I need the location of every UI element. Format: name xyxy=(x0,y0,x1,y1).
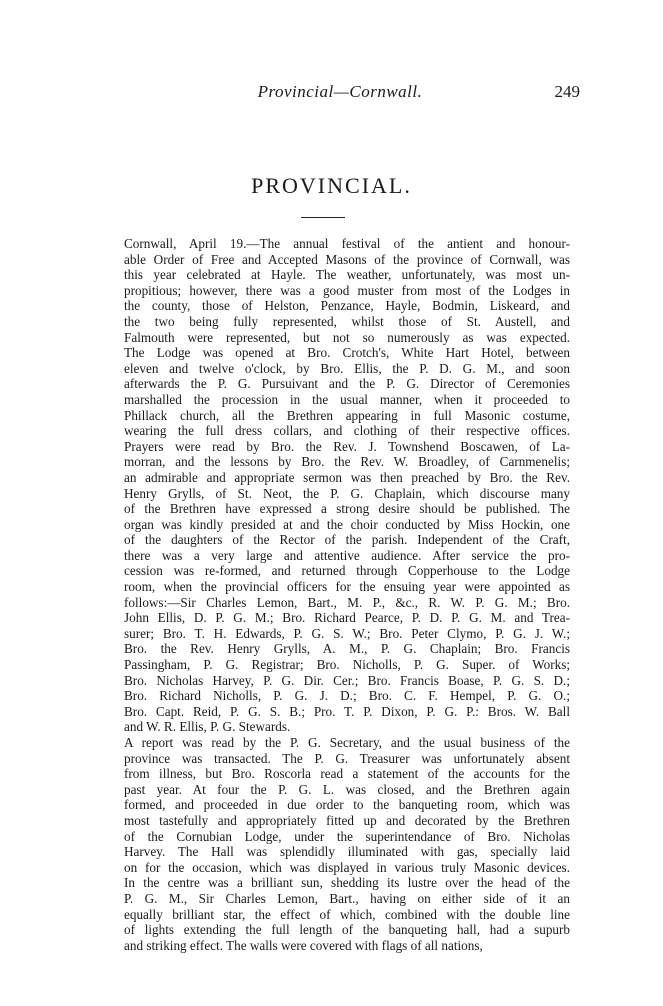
text-line: the county, those of Helston, Penzance, Hayle, Bodmin, Liskeard, and xyxy=(124,298,570,314)
text-line: and W. R. Ellis, P. G. Stewards. xyxy=(124,719,291,735)
text-line: and striking effect. The walls were covered with flags of all nations, xyxy=(124,937,483,953)
paragraph xyxy=(112,236,570,735)
page-number: 249 xyxy=(554,82,580,101)
text-line: most tastefully and appropriately fitted up and decorated by the Brethren xyxy=(124,812,570,828)
text-line: able Order of Free and Accepted Masons of the province of Cornwall, was xyxy=(124,251,570,267)
text-line: Falmouth were represented, but not so numerously as was expected. xyxy=(124,329,570,345)
text-line: organ was kindly presided at and the choir conducted by Miss Hockin, one xyxy=(124,516,570,532)
text-line: eleven and twelve o'clock, by Bro. Ellis, the P. D. G. M., and soon xyxy=(124,360,570,376)
text-line: The Lodge was opened at Bro. Crotch's, White Hart Hotel, between xyxy=(124,345,570,361)
text-line: formed, and proceeded in due order to the banqueting room, which was xyxy=(124,797,570,813)
article-body xyxy=(112,236,570,953)
text-line: P. G. M., Sir Charles Lemon, Bart., having on either side of it an xyxy=(124,890,570,906)
text-line: Passingham, P. G. Registrar; Bro. Nicholls, P. G. Super. of Works; xyxy=(124,657,570,673)
text-line: the two being fully represented, whilst those of St. Austell, and xyxy=(124,313,570,329)
text-line: marshalled the procession in the usual manner, when it proceeded to xyxy=(124,391,570,407)
heading-divider xyxy=(301,217,345,218)
text-line: equally brilliant star, the effect of which, combined with the double line xyxy=(124,906,570,922)
running-head xyxy=(100,82,580,106)
text-line: Bro. the Rev. Henry Grylls, A. M., P. G. Chaplain; Bro. Francis xyxy=(124,641,570,657)
text-line: this year celebrated at Hayle. The weather, unfortunately, was most un- xyxy=(124,267,570,283)
text-line: In the centre was a brilliant sun, shedding its lustre over the head of the xyxy=(124,875,570,891)
text-line: from illness, but Bro. Roscorla read a statement of the accounts for the xyxy=(124,766,570,782)
text-line: Prayers were read by Bro. the Rev. J. Townshend Boscawen, of La- xyxy=(124,438,570,454)
text-line: of the Brethren have expressed a strong desire should be published. The xyxy=(124,501,570,517)
text-line: Phillack church, all the Brethren appearing in full Masonic costume, xyxy=(124,407,570,423)
text-line: A report was read by the P. G. Secretary, and the usual business of the xyxy=(124,735,570,750)
text-line: there was a very large and attentive audience. After service the pro- xyxy=(124,547,570,563)
text-line: of the Cornubian Lodge, under the superintendance of Bro. Nicholas xyxy=(124,828,570,844)
text-line: wearing the full dress collars, and clothing of their respective offices. xyxy=(124,423,570,439)
text-line: morran, and the lessons by Bro. the Rev. W. Broadley, of Carnmenelis; xyxy=(124,454,570,470)
text-line: of lights extending the full length of the banqueting hall, had a supurb xyxy=(124,922,570,938)
text-line: room, when the provincial officers for the ensuing year were appointed as xyxy=(124,579,570,595)
text-line: of the daughters of the Rector of the parish. Independent of the Craft, xyxy=(124,532,570,548)
text-line: an admirable and appropriate sermon was then preached by Bro. the Rev. xyxy=(124,469,570,485)
paragraph xyxy=(112,735,570,953)
text-line: Bro. Richard Nicholls, P. G. J. D.; Bro. C. F. Hempel, P. G. O.; xyxy=(124,688,570,704)
text-line: cession was re-formed, and returned through Copperhouse to the Lodge xyxy=(124,563,570,579)
text-line: John Ellis, D. P. G. M.; Bro. Richard Pearce, P. D. P. G. M. and Trea- xyxy=(124,610,570,626)
text-line: afterwards the P. G. Pursuivant and the P. G. Director of Ceremonies xyxy=(124,376,570,392)
text-line: Bro. Capt. Reid, P. G. S. B.; Pro. T. P. Dixon, P. G. P.: Bros. W. Ball xyxy=(124,703,570,719)
text-line: Harvey. The Hall was splendidly illuminated with gas, specially laid xyxy=(124,844,570,860)
text-line: surer; Bro. T. H. Edwards, P. G. S. W.; Bro. Peter Clymo, P. G. J. W.; xyxy=(124,625,570,641)
text-line: propitious; however, there was a good muster from most of the Lodges in xyxy=(124,282,570,298)
section-heading: PROVINCIAL. xyxy=(251,173,412,198)
text-line: Henry Grylls, of St. Neot, the P. G. Chaplain, which discourse many xyxy=(124,485,570,501)
text-line: follows:—Sir Charles Lemon, Bart., M. P., &c., R. W. P. G. M.; Bro. xyxy=(124,594,570,610)
text-line: province was transacted. The P. G. Treasurer was unfortunately absent xyxy=(124,750,570,766)
running-title: Provincial—Cornwall. xyxy=(257,82,423,101)
text-line: Cornwall, April 19.—The annual festival of the antient and honour- xyxy=(124,236,570,251)
text-line: on for the occasion, which was displayed in various truly Masonic devices. xyxy=(124,859,570,875)
text-line: Bro. Nicholas Harvey, P. G. Dir. Cer.; Bro. Francis Boase, P. G. S. D.; xyxy=(124,672,570,688)
text-line: past year. At four the P. G. L. was closed, and the Brethren again xyxy=(124,781,570,797)
